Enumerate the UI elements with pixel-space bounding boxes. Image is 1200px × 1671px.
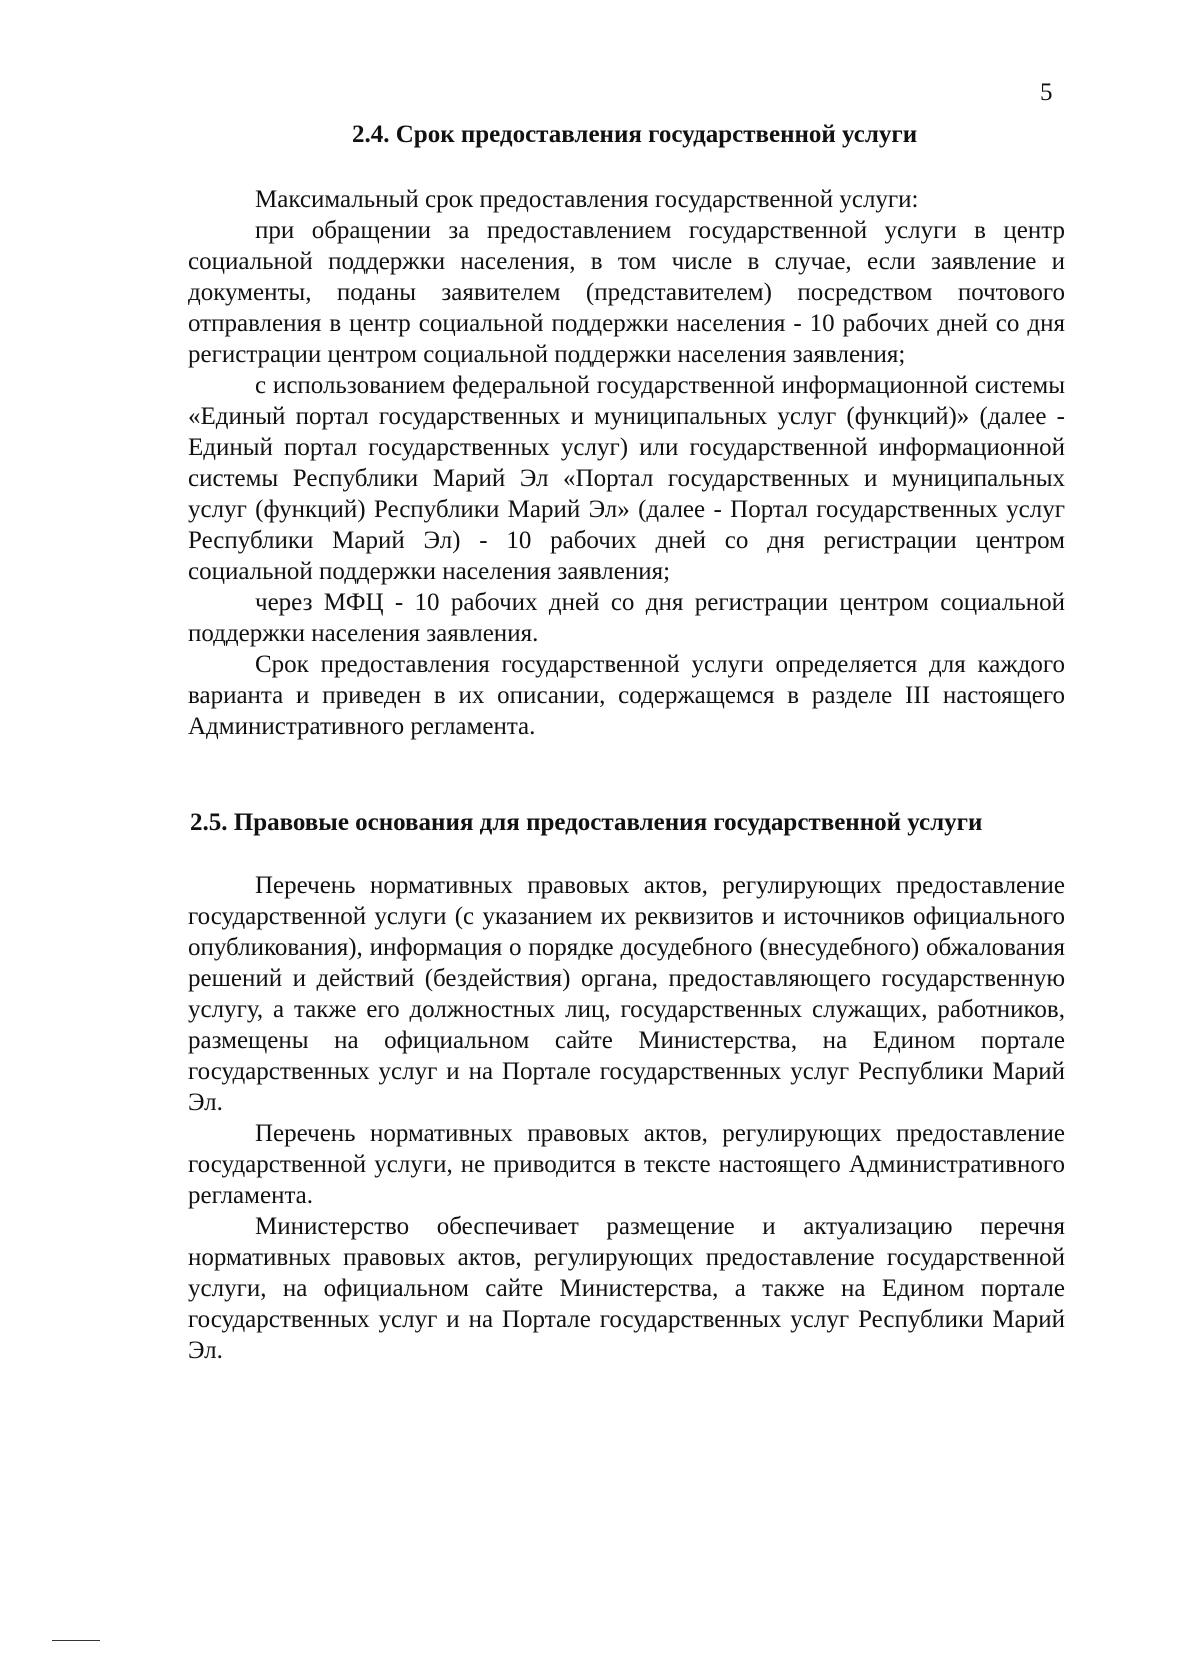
section-2-4-heading: 2.4. Срок предоставления государственной услуги: [352, 121, 918, 148]
paragraph: через МФЦ - 10 рабочих дней со дня регистрации центром социальной поддержки населения заявления.: [188, 589, 1065, 647]
paragraph: Максимальный срок предоставления государственной услуги:: [255, 186, 919, 213]
section-2-5-heading: 2.5. Правовые основания для предоставления государственной услуги: [190, 809, 983, 836]
footnote-rule: [52, 1640, 100, 1641]
paragraph: Министерство обеспечивает размещение и актуализацию перечня нормативных правовых актов, регулирующих предоставление государственной услуги, на официальном сайте Министерства, а также на Едином портале государственных услуг и на Портале государственных услуг Республики Марий Эл.: [188, 1213, 1065, 1364]
paragraph: Срок предоставления государственной услуги определяется для каждого варианта и приведен в их описании, содержащемся в разделе III настоящего Административного регламента.: [188, 651, 1065, 740]
paragraph: Перечень нормативных правовых актов, регулирующих предоставление государственной услуги, не приводится в тексте настоящего Административного регламента.: [188, 1120, 1065, 1209]
paragraph: Перечень нормативных правовых актов, регулирующих предоставление государственной услуги (с указанием их реквизитов и источников официального опубликования), информация о порядке досудебного (внесудебного) обжалования решений и действий (бездействия) органа, предоставляющего государственную услугу, а также его должностных лиц, государственных служащих, работников, размещены на официальном сайте Министерства, на Едином портале государственных услуг и на Портале государственных услуг Республики Марий Эл.: [188, 872, 1065, 1116]
paragraph: при обращении за предоставлением государственной услуги в центр социальной поддержки населения, в том числе в случае, если заявление и документы, поданы заявителем (представителем) посредством почтового отправления в центр социальной поддержки населения - 10 рабочих дней со дня регистрации центром социальной поддержки населения заявления;: [188, 217, 1065, 368]
section-2-5-body: [188, 870, 1065, 1366]
paragraph: с использованием федеральной государственной информационной системы «Единый портал государственных и муниципальных услуг (функций)» (далее - Единый портал государственных услуг) или государственной информационной системы Республики Марий Эл «Портал государственных и муниципальных услуг (функций) Республики Марий Эл» (далее - Портал государственных услуг Республики Марий Эл) - 10 рабочих дней со дня регистрации центром социальной поддержки населения заявления;: [188, 372, 1065, 585]
page-number: 5: [1040, 79, 1053, 106]
section-2-4-body: [188, 184, 1065, 742]
